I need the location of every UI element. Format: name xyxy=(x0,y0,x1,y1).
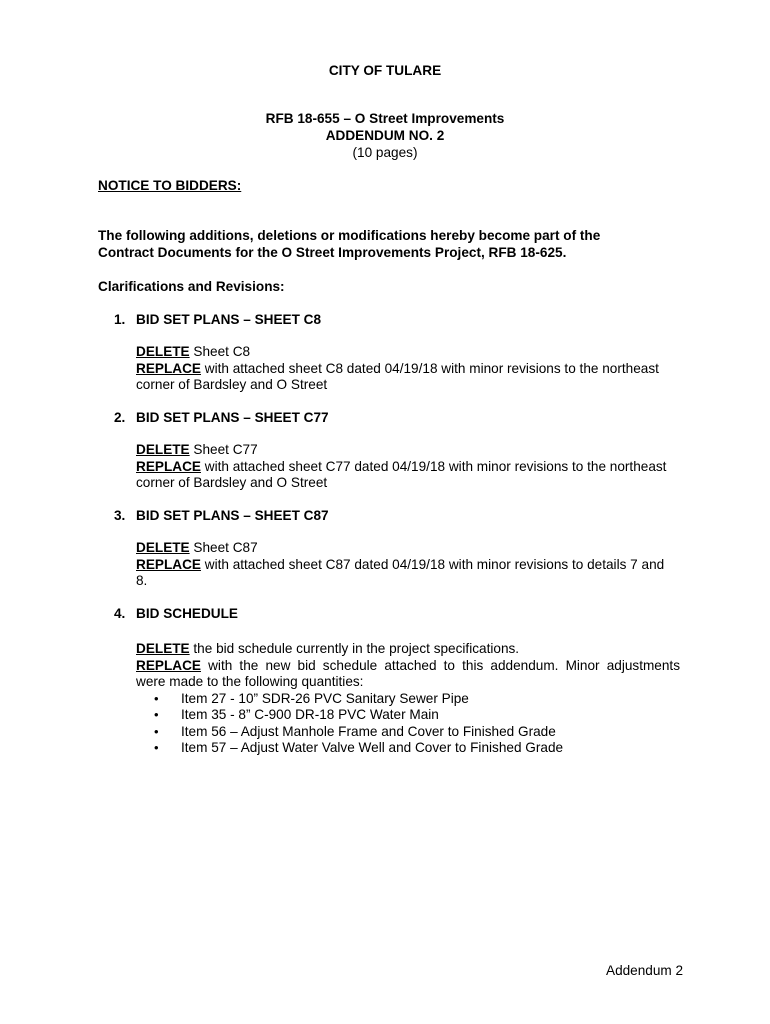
replace-label: REPLACE xyxy=(136,360,201,376)
item-body xyxy=(136,641,680,757)
delete-line xyxy=(136,442,680,459)
list-item: • Item 27 - 10” SDR-26 PVC Sanitary Sewer Pipe xyxy=(136,691,680,708)
item-body xyxy=(136,344,680,394)
city-title: CITY OF TULARE xyxy=(328,63,442,78)
delete-label: DELETE xyxy=(136,641,190,656)
list-item: • Item 57 – Adjust Water Valve Well and Cover to Finished Grade xyxy=(136,740,680,757)
addendum-number: ADDENDUM NO. 2 xyxy=(325,128,445,143)
replace-text-continued: corner of Bardsley and O Street xyxy=(136,475,328,490)
replace-line xyxy=(136,361,680,378)
replace-text: with the new bid schedule attached to this addendum. Minor adjustments xyxy=(200,657,680,673)
replace-text-continued: corner of Bardsley and O Street xyxy=(136,377,328,392)
clarifications-heading: Clarifications and Revisions: xyxy=(98,279,285,294)
delete-text: Sheet C87 xyxy=(189,540,258,555)
item-title: BID SET PLANS – SHEET C87 xyxy=(136,508,329,523)
replace-text: with attached sheet C8 dated 04/19/18 with minor revisions to the northeast xyxy=(200,360,659,376)
item-heading xyxy=(114,312,321,329)
item-body xyxy=(136,442,680,492)
replace-text-continued: were made to the following quantities: xyxy=(136,674,364,689)
intro-line-1: The following additions, deletions or modifications hereby become part of the xyxy=(98,228,601,243)
replace-line xyxy=(136,557,680,574)
intro-line-2: Contract Documents for the O Street Improvements Project, RFB 18-625. xyxy=(98,245,567,260)
delete-label: DELETE xyxy=(136,344,190,359)
delete-text: the bid schedule currently in the project specifications. xyxy=(189,641,520,656)
rfb-title: RFB 18-655 – O Street Improvements xyxy=(265,111,505,126)
item-heading xyxy=(114,508,329,525)
list-item: • Item 56 – Adjust Manhole Frame and Cover to Finished Grade xyxy=(136,724,680,741)
item-number: 4. xyxy=(114,606,126,621)
delete-text: Sheet C77 xyxy=(189,442,258,457)
delete-label: DELETE xyxy=(136,540,190,555)
item-number: 3. xyxy=(114,508,126,523)
list-item: • Item 35 - 8” C-900 DR-18 PVC Water Main xyxy=(136,707,680,724)
notice-heading: NOTICE TO BIDDERS: xyxy=(98,178,242,193)
delete-line xyxy=(136,344,680,361)
item-title: BID SET PLANS – SHEET C77 xyxy=(136,410,329,425)
page-footer: Addendum 2 xyxy=(606,963,684,978)
replace-line xyxy=(136,658,680,675)
item-heading xyxy=(114,410,329,427)
delete-line xyxy=(136,641,680,658)
replace-label: REPLACE xyxy=(136,556,201,572)
replace-text: with attached sheet C87 dated 04/19/18 with minor revisions to details 7 and xyxy=(200,556,665,572)
item-title: BID SET PLANS – SHEET C8 xyxy=(136,312,322,327)
replace-label: REPLACE xyxy=(136,657,201,673)
replace-label: REPLACE xyxy=(136,458,201,474)
delete-text: Sheet C8 xyxy=(189,344,251,359)
item-heading xyxy=(114,606,238,623)
page-count: (10 pages) xyxy=(352,145,418,160)
replace-text-continued: 8. xyxy=(136,573,148,588)
delete-line xyxy=(136,540,680,557)
item-number: 2. xyxy=(114,410,126,425)
item-title: BID SCHEDULE xyxy=(136,606,238,621)
item-number: 1. xyxy=(114,312,126,327)
delete-label: DELETE xyxy=(136,442,190,457)
replace-text: with attached sheet C77 dated 04/19/18 with minor revisions to the northeast xyxy=(200,458,667,474)
quantity-list xyxy=(136,691,680,757)
replace-line xyxy=(136,459,680,476)
item-body xyxy=(136,540,680,590)
